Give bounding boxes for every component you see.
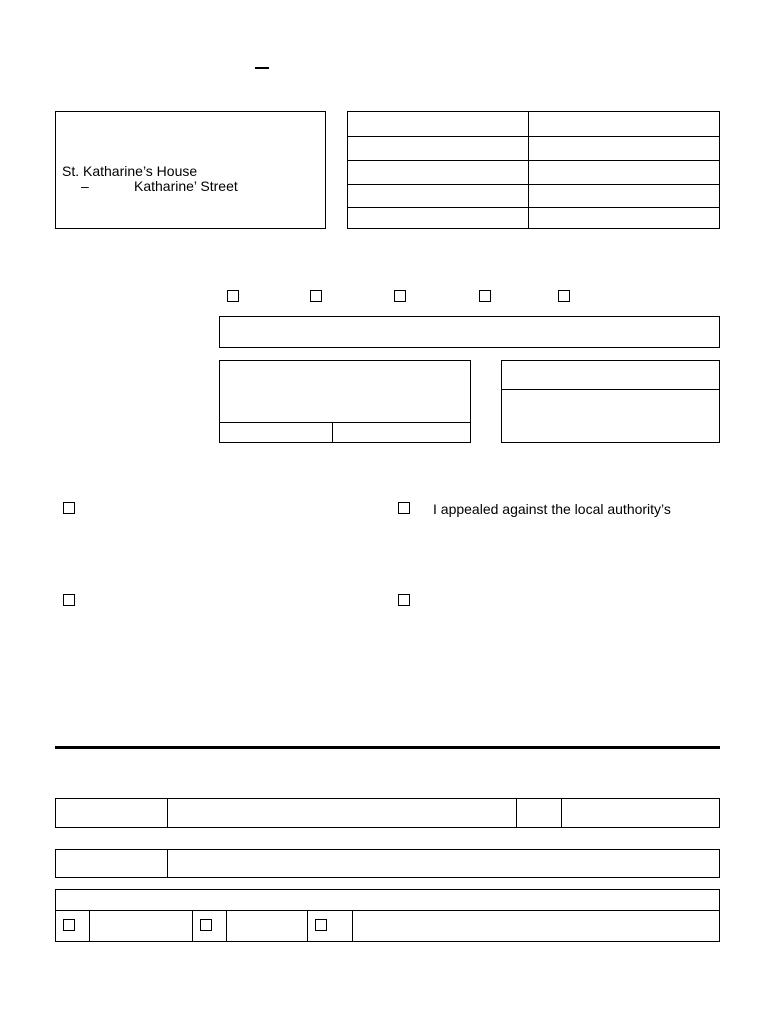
name-field[interactable] [219,316,720,348]
phone-field[interactable] [333,423,470,442]
address-line-2-street: Katharine’ Street [134,178,238,194]
reference-field-2[interactable] [529,137,719,160]
lower-row-1-field-a[interactable] [168,799,516,827]
lower-row-3-cell-divider [192,910,193,942]
postcode-field[interactable] [220,423,332,442]
option-checkbox-1[interactable] [63,502,75,514]
option-checkbox-4[interactable] [398,594,410,606]
reference-field-3[interactable] [529,161,719,184]
lower-checkbox-3[interactable] [315,919,327,931]
title-checkbox-4[interactable] [479,290,491,302]
lower-row-1-divider [516,798,517,828]
contact-box[interactable] [501,360,720,443]
lower-row-1-field-b[interactable] [562,799,719,827]
title-checkbox-1[interactable] [227,290,239,302]
option-checkbox-2[interactable] [398,502,410,514]
title-checkbox-3[interactable] [394,290,406,302]
lower-row-3-cell-divider [89,910,90,942]
section-separator [55,746,720,749]
lower-checkbox-2[interactable] [200,919,212,931]
lower-checkbox-1[interactable] [63,919,75,931]
title-checkbox-5[interactable] [558,290,570,302]
title-dash [255,67,269,69]
lower-row-2-field[interactable] [168,850,719,877]
option-2-label: I appealed against the local authority’s [433,501,671,517]
lower-row-3-cell-divider [307,910,308,942]
lower-row-3-field[interactable] [353,911,719,941]
lower-row-3-cell-divider [226,910,227,942]
reference-field-1[interactable] [529,112,719,136]
address-line-1: St. Katharine’s House [62,163,198,179]
contact-box-divider [501,389,720,390]
title-checkbox-2[interactable] [310,290,322,302]
option-checkbox-3[interactable] [63,594,75,606]
reference-field-4[interactable] [529,185,719,207]
reference-field-5[interactable] [529,208,719,228]
address-line-2-dash: – [81,178,89,194]
